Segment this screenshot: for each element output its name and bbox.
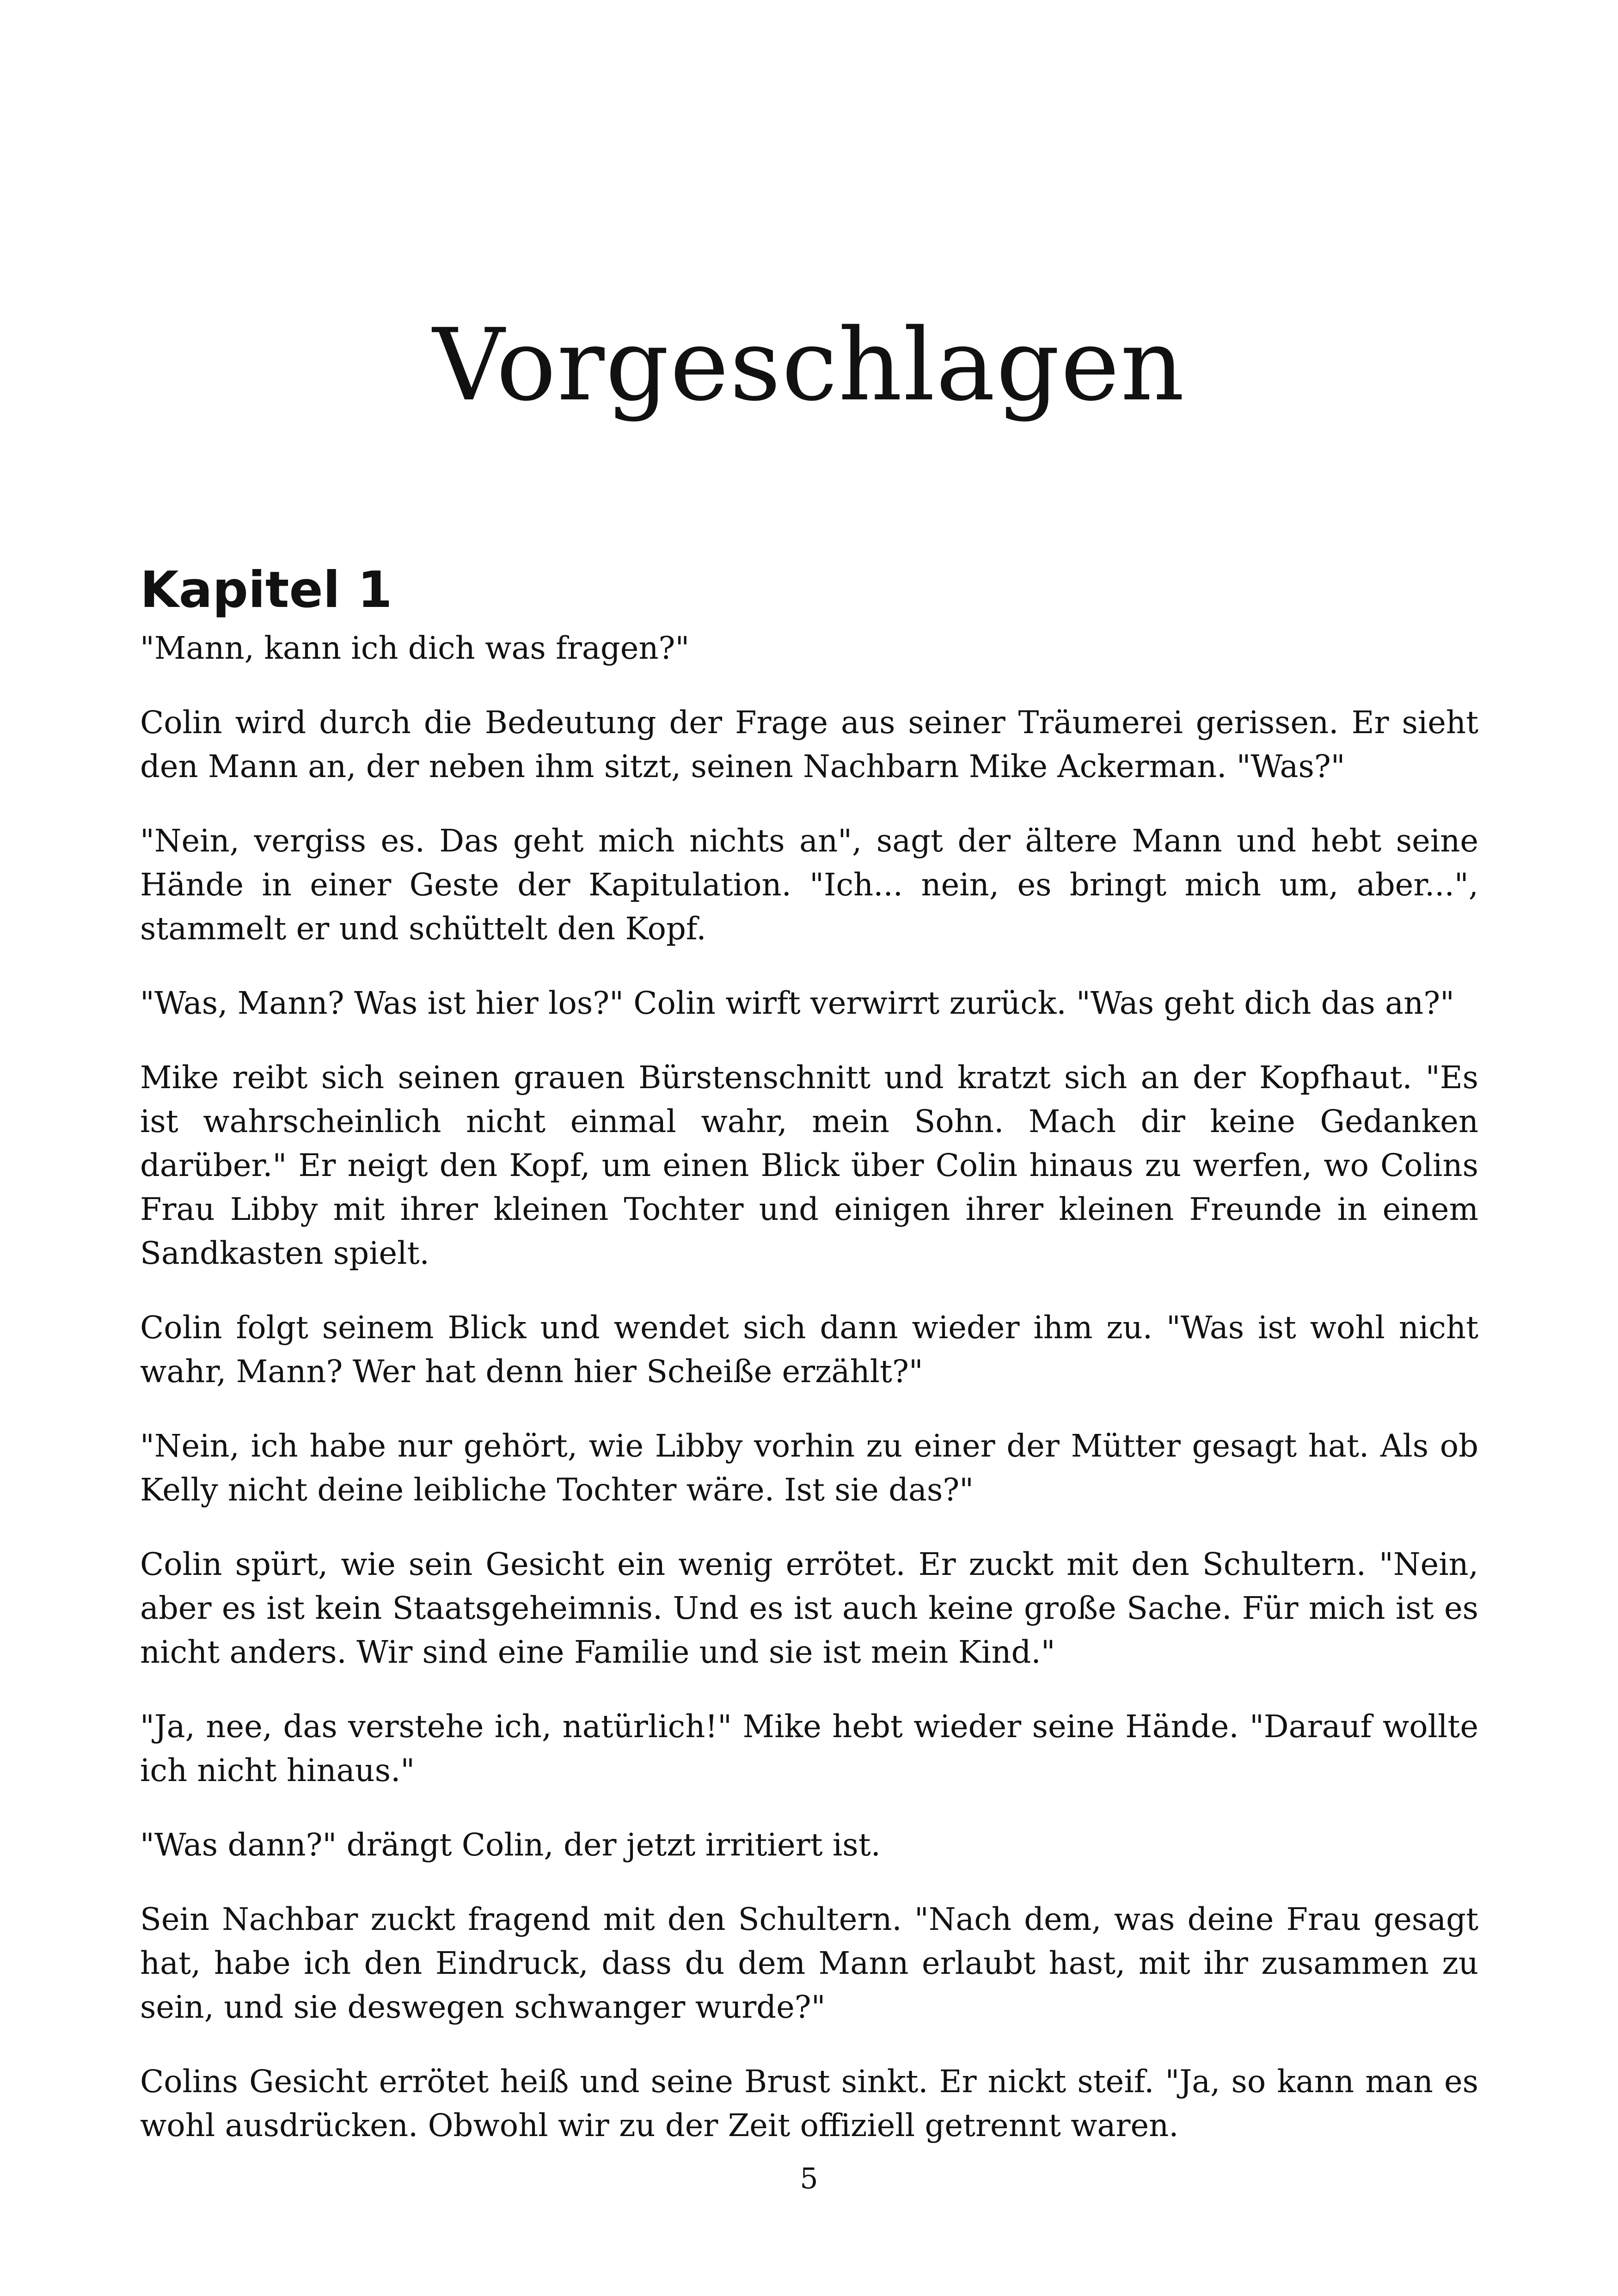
paragraph: Colin spürt, wie sein Gesicht ein wenig errötet. Er zuckt mit den Schultern. "Nein, aber es ist kein Staatsgeheimnis. Und es ist auch keine große Sache. Für mich ist es nicht anders. Wir sind eine Familie und sie ist mein Kind." <box>140 1546 1478 1670</box>
paragraph: Colin folgt seinem Blick und wendet sich dann wieder ihm zu. "Was ist wohl nicht wahr, Mann? Wer hat denn hier Scheiße erzählt?" <box>140 1310 1478 1390</box>
paragraph: "Nein, vergiss es. Das geht mich nichts an", sagt der ältere Mann und hebt seine Hände in einer Geste der Kapitulation. "Ich... nein, es bringt mich um, aber...", stammelt er und schüttelt den Kopf. <box>140 823 1478 947</box>
book-title: Vorgeschlagen <box>432 307 1186 423</box>
paragraph: "Was, Mann? Was ist hier los?" Colin wirft verwirrt zurück. "Was geht dich das an?" <box>140 985 1454 1021</box>
chapter-body <box>140 626 1478 2178</box>
paragraph: "Mann, kann ich dich was fragen?" <box>140 630 690 666</box>
paragraph: Mike reibt sich seinen grauen Bürstenschnitt und kratzt sich an der Kopfhaut. "Es ist wahrscheinlich nicht einmal wahr, mein Sohn. Mach dir keine Gedanken darüber." Er neigt den Kopf, um einen Blick über Colin hinaus zu werfen, wo Colins Frau Libby mit ihrer kleinen Tochter und einigen ihrer kleinen Freunde in einem Sandkasten spielt. <box>140 1059 1478 1271</box>
paragraph: Colin wird durch die Bedeutung der Frage aus seiner Träumerei gerissen. Er sieht den Mann an, der neben ihm sitzt, seinen Nachbarn Mike Ackerman. "Was?" <box>140 704 1478 784</box>
page-number: 5 <box>800 2161 818 2195</box>
paragraph: Colins Gesicht errötet heiß und seine Brust sinkt. Er nickt steif. "Ja, so kann man es wohl ausdrücken. Obwohl wir zu der Zeit offiziell getrennt waren. <box>140 2063 1478 2143</box>
paragraph: Sein Nachbar zuckt fragend mit den Schultern. "Nach dem, was deine Frau gesagt hat, habe ich den Eindruck, dass du dem Mann erlaubt hast, mit ihr zusammen zu sein, und sie deswegen schwanger wurde?" <box>140 1901 1478 2025</box>
paragraph: "Was dann?" drängt Colin, der jetzt irritiert ist. <box>140 1827 881 1863</box>
paragraph: "Ja, nee, das verstehe ich, natürlich!" Mike hebt wieder seine Hände. "Darauf wollte ich nicht hinaus." <box>140 1708 1478 1788</box>
chapter-heading: Kapitel 1 <box>140 561 392 619</box>
paragraph: "Nein, ich habe nur gehört, wie Libby vorhin zu einer der Mütter gesagt hat. Als ob Kelly nicht deine leibliche Tochter wäre. Ist sie das?" <box>140 1428 1478 1508</box>
